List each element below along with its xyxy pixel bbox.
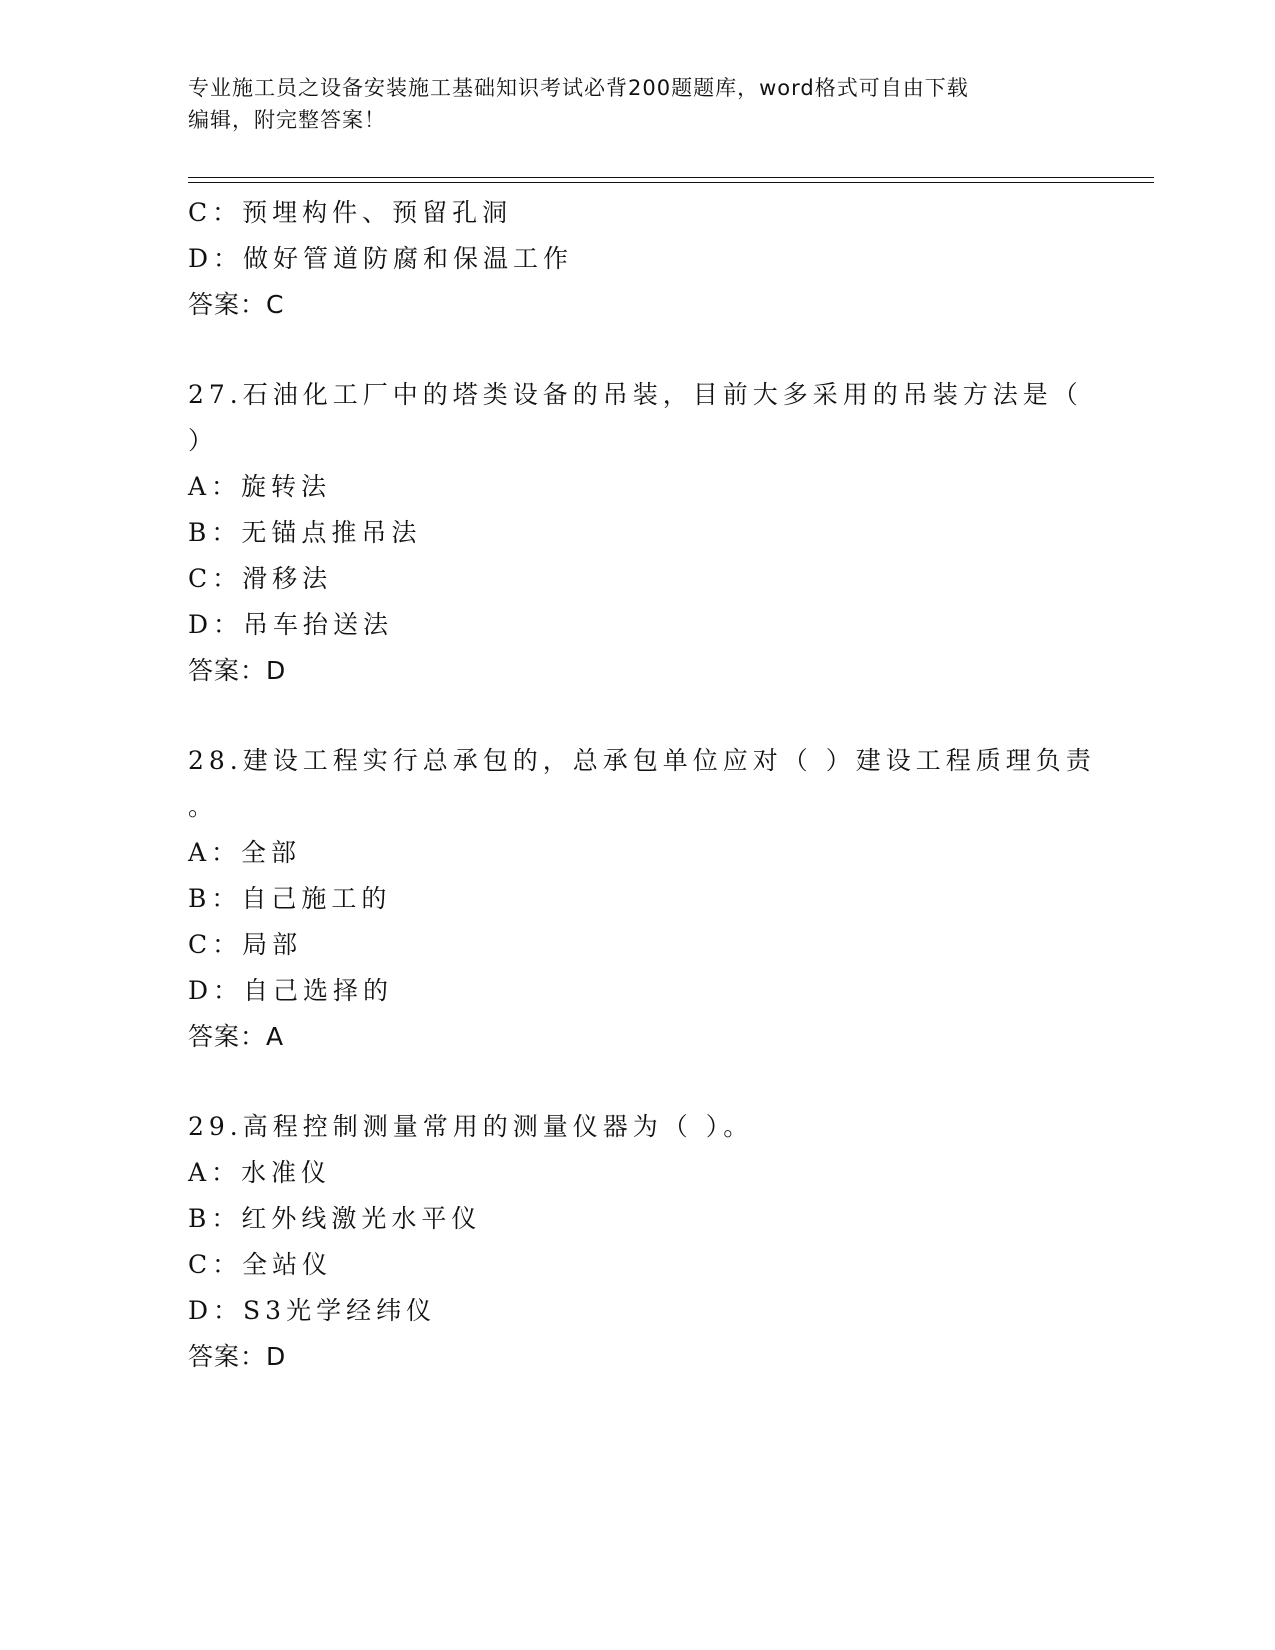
question-stem-tail: 。 xyxy=(188,792,214,821)
prev-question-block xyxy=(188,190,1088,328)
question-stem: 27.石油化工厂中的塔类设备的吊装，目前大多采用的吊装方法是（ xyxy=(188,380,1083,409)
option-b: B：红外线激光水平仪 xyxy=(188,1204,482,1233)
spacer xyxy=(188,694,1088,738)
option-a: A：全部 xyxy=(188,838,302,867)
question-stem-tail: ） xyxy=(188,426,214,455)
answer-line: 答案：A xyxy=(188,1022,285,1051)
option-d: D：自己选择的 xyxy=(188,976,394,1005)
option-d: D：做好管道防腐和保温工作 xyxy=(188,244,574,273)
header-title-line2: 编辑，附完整答案！ xyxy=(188,108,386,132)
option-d: D：S3光学经纬仪 xyxy=(188,1296,437,1325)
question-stem: 29.高程控制测量常用的测量仪器为（ ）。 xyxy=(188,1112,754,1141)
document-header xyxy=(188,72,1068,136)
option-b: B：无锚点推吊法 xyxy=(188,518,422,547)
spacer xyxy=(188,1060,1088,1104)
question-29 xyxy=(188,1104,1088,1380)
header-rule-top xyxy=(188,177,1154,178)
spacer xyxy=(188,328,1088,372)
option-a: A：水准仪 xyxy=(188,1158,332,1187)
option-d: D：吊车抬送法 xyxy=(188,610,394,639)
answer-line: 答案：D xyxy=(188,656,287,685)
question-28 xyxy=(188,738,1096,1060)
header-rule-bottom xyxy=(188,182,1154,183)
question-list xyxy=(188,190,1096,1380)
option-c: C：预埋构件、预留孔洞 xyxy=(188,198,513,227)
option-b: B：自己施工的 xyxy=(188,884,392,913)
answer-line: 答案：C xyxy=(188,290,285,319)
question-stem: 28.建设工程实行总承包的，总承包单位应对（ ）建设工程质理负责 xyxy=(188,746,1096,775)
option-c: C：滑移法 xyxy=(188,564,333,593)
question-27 xyxy=(188,372,1088,694)
option-c: C：局部 xyxy=(188,930,303,959)
option-a: A：旋转法 xyxy=(188,472,332,501)
option-c: C：全站仪 xyxy=(188,1250,333,1279)
header-title-line1: 专业施工员之设备安装施工基础知识考试必背200题题库，word格式可自由下载 xyxy=(188,76,969,100)
answer-line: 答案：D xyxy=(188,1342,287,1371)
